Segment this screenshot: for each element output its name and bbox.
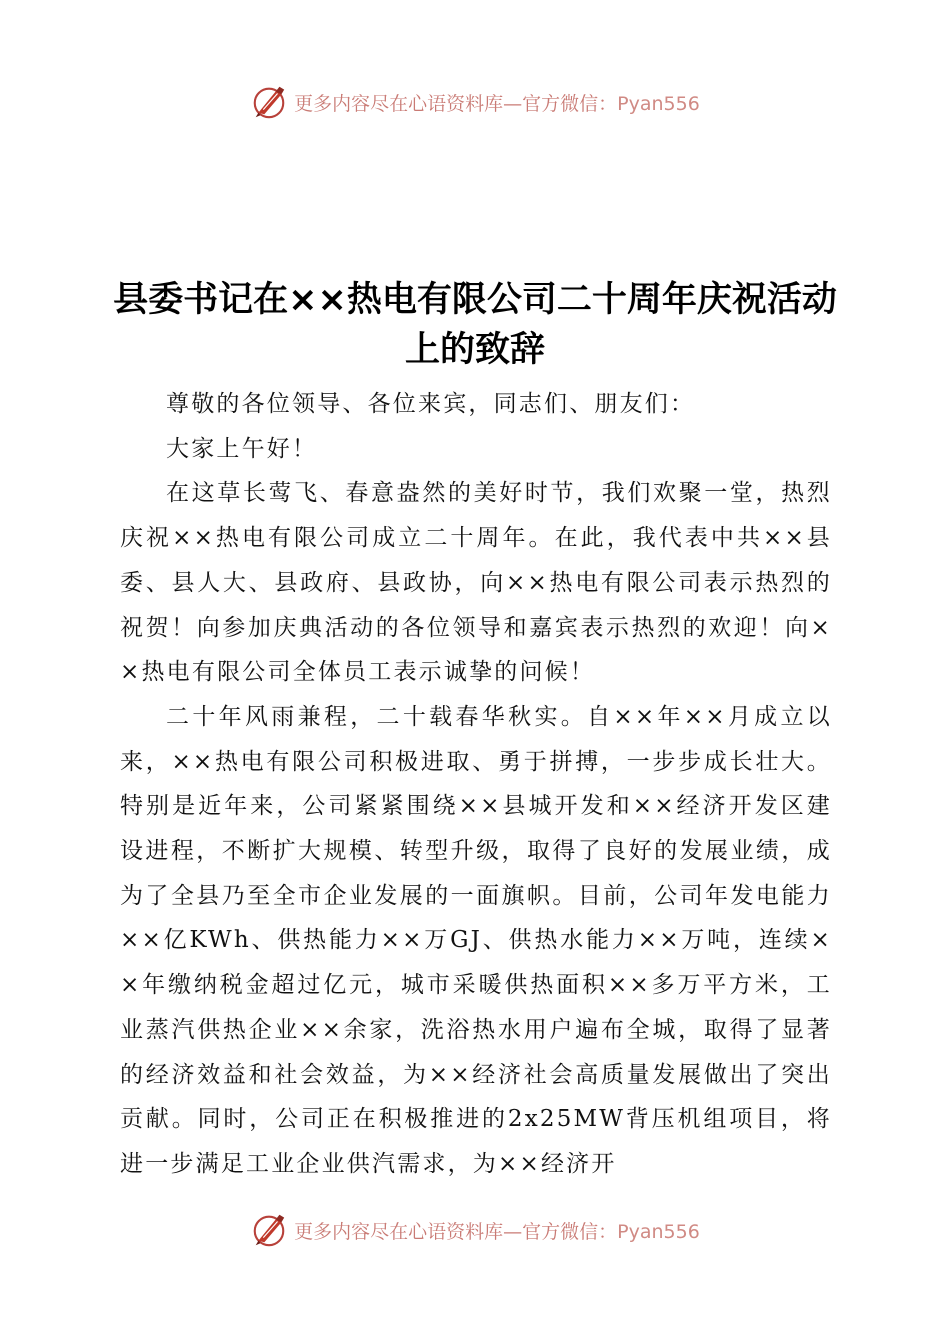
wechat-id: Pyan556 <box>617 92 700 115</box>
footer-banner <box>0 1208 950 1252</box>
banner-text: 更多内容尽在心语资料库—官方微信：Pyan556 <box>294 1220 700 1243</box>
salutation: 尊敬的各位领导、各位来宾，同志们、朋友们： <box>166 391 696 417</box>
pen-nib-logo-icon <box>250 1211 288 1249</box>
pen-nib-logo-icon <box>250 83 288 121</box>
paragraph-celebration: 在这草长莺飞、春意盎然的美好时节，我们欢聚一堂，热烈庆祝××热电有限公司成立二十周年。在此，我代表中共××县委、县人大、县政府、县政协，向××热电有限公司表示热烈的祝贺！向参加庆典活动的各位领导和嘉宾表示热烈的欢迎！向××热电有限公司全体员工表示诚挚的问候！ <box>120 480 832 686</box>
greeting: 大家上午好！ <box>166 435 318 462</box>
document-title: 县委书记在××热电有限公司二十周年庆祝活动上的致辞 <box>113 280 837 371</box>
paragraph-history: 二十年风雨兼程，二十载春华秋实。自××年××月成立以来，××热电有限公司积极进取、勇于拼搏，一步步成长壮大。特别是近年来，公司紧紧围绕××县城开发和××经济开发区建设进程，不断扩大规模、转型升级，取得了良好的发展业绩，成为了全县乃至全市企业发展的一面旗帜。目前，公司年发电能力××亿KWh、供热能力××万GJ、供热水能力××万吨，连续××年缴纳税金超过亿元，城市采暖供热面积××多万平方米，工业蒸汽供热企业××余家，洗浴热水用户遍布全城，取得了显著的经济效益和社会效益，为××经济社会高质量发展做出了突出贡献。同时，公司正在积极推进的2x25MW背压机组项目，将进一步满足工业企业供汽需求，为××经济开 <box>120 703 832 1177</box>
banner-text: 更多内容尽在心语资料库—官方微信：Pyan556 <box>294 92 700 115</box>
header-banner <box>0 80 950 124</box>
wechat-id: Pyan556 <box>617 1220 700 1243</box>
document-body <box>120 382 832 1187</box>
